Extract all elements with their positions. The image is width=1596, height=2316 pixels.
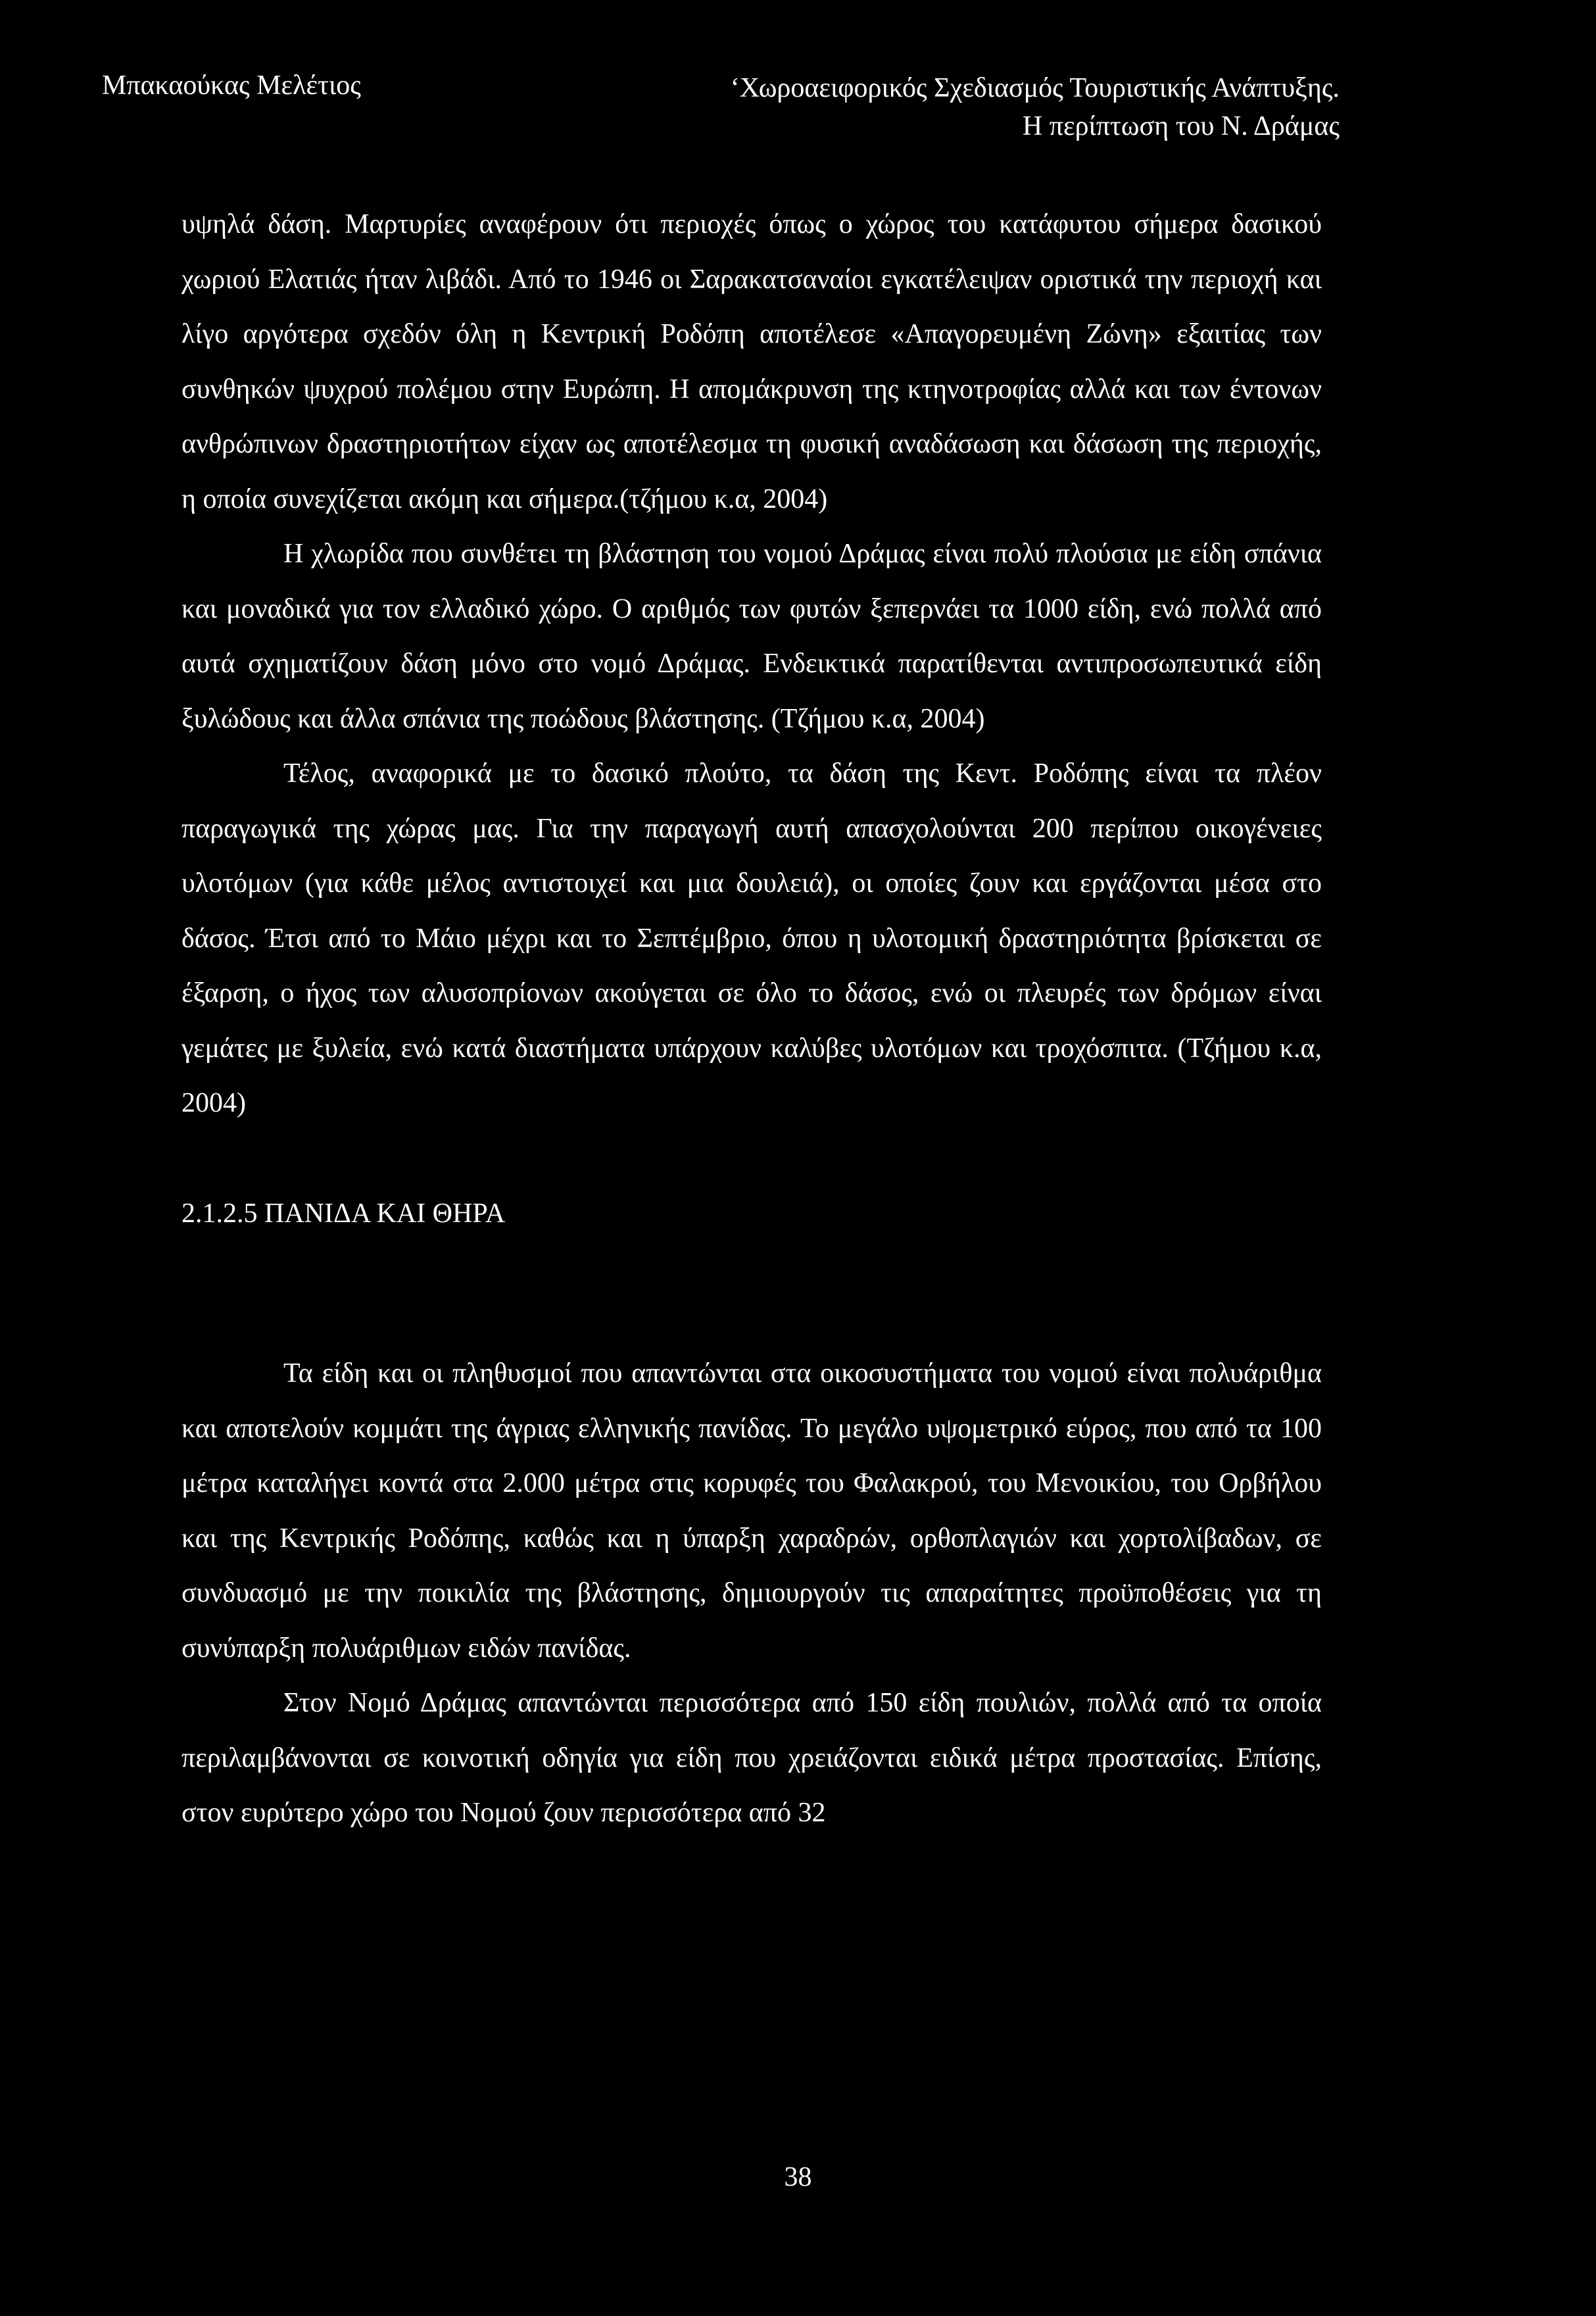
paragraph-flora: Η χλωρίδα που συνθέτει τη βλάστηση του νομού Δράμας είναι πολύ πλούσια με είδη σπάνια και μοναδικά για τον ελλαδικό χώρο. Ο αριθμός των φυτών ξεπερνάει τα 1000 είδη, ενώ πολλά από αυτά σχηματίζουν δάση μόνο στο νομό Δράμας. Ενδεικτικά παρατίθενται αντιπροσωπευτικά είδη ξυλώδους και άλλα σπάνια της ποώδους βλάστησης. (Τζήμου κ.α, 2004) [181,539,1322,734]
paragraph-forest-wealth: Τέλος, αναφορικά με το δασικό πλούτο, τα δάση της Κεντ. Ροδόπης είναι τα πλέον παραγωγικά της χώρας μας. Για την παραγωγή αυτή απασχολούνται 200 περίπου οικογένειες υλοτόμων (για κάθε μέλος αντιστοιχεί και μια δουλειά), οι οποίες ζουν και εργάζονται μέσα στο δάσος. Έτσι από το Μάιο μέχρι και το Σεπτέμβριο, όπου η υλοτομική δραστηριότητα βρίσκεται σε έξαρση, ο ήχος των αλυσοπρίονων ακούγεται σε όλο το δάσος, ενώ οι πλευρές των δρόμων είναι γεμάτες με ξυλεία, ενώ κατά διαστήματα υπάρχουν καλύβες υλοτόμων και τροχόσπιτα. (Τζήμου κ.α, 2004) [181,758,1322,1118]
header-title [731,69,1340,145]
paragraph-fauna-diversity: Τα είδη και οι πληθυσμοί που απαντώνται στα οικοσυστήματα του νομού είναι πολυάριθμα και αποτελούν κομμάτι της άγριας ελληνικής πανίδας. Το μεγάλο υψομετρικό εύρος, που από τα 100 μέτρα καταλήγει κοντά στα 2.000 μέτρα στις κορυφές του Φαλακρού, του Μενοικίου, του Ορβήλου και της Κεντρικής Ροδόπης, καθώς και η ύπαρξη χαραδρών, ορθοπλαγιών και χορτολίβαδων, σε συνδυασμό με την ποικιλία της βλάστησης, δημιουργούν τις απαραίτητες προϋποθέσεις για τη συνύπαρξη πολυάριθμων ειδών πανίδας. [181,1358,1322,1663]
header-title-line-2: Η περίπτωση του Ν. Δράμας [1022,111,1340,141]
section-heading-fauna: 2.1.2.5 ΠΑΝΙΔΑ ΚΑΙ ΘΗΡΑ [181,1198,506,1229]
page-body [181,197,1322,1841]
header-author: Μπακαούκας Μελέτιος [102,70,361,101]
page-number: 38 [784,2162,812,2192]
paragraph-bird-species: Στον Νομό Δράμας απαντώνται περισσότερα από 150 είδη πουλιών, πολλά από τα οποία περιλαμβάνονται σε κοινοτική οδηγία για είδη που χρειάζονται ειδικά μέτρα προστασίας. Επίσης, στον ευρύτερο χώρο του Νομού ζουν περισσότερα από 32 [181,1688,1322,1828]
paragraph-rhodope-reforestation: υψηλά δάση. Μαρτυρίες αναφέρουν ότι περιοχές όπως ο χώρος του κατάφυτου σήμερα δασικού χωριού Ελατιάς ήταν λιβάδι. Από το 1946 οι Σαρακατσαναίοι εγκατέλειψαν οριστικά την περιοχή και λίγο αργότερα σχεδόν όλη η Κεντρική Ροδόπη αποτέλεσε «Απαγορευμένη Ζώνη» εξαιτίας των συνθηκών ψυχρού πολέμου στην Ευρώπη. Η απομάκρυνση της κτηνοτροφίας αλλά και των έντονων ανθρώπινων δραστηριοτήτων είχαν ως αποτέλεσμα τη φυσική αναδάσωση και δάσωση της περιοχής, η οποία συνεχίζεται ακόμη και σήμερα.(τζήμου κ.α, 2004) [181,209,1322,514]
header-title-line-1: ‘Χωροαειφορικός Σχεδιασμός Τουριστικής Ανάπτυξης. [730,73,1340,103]
